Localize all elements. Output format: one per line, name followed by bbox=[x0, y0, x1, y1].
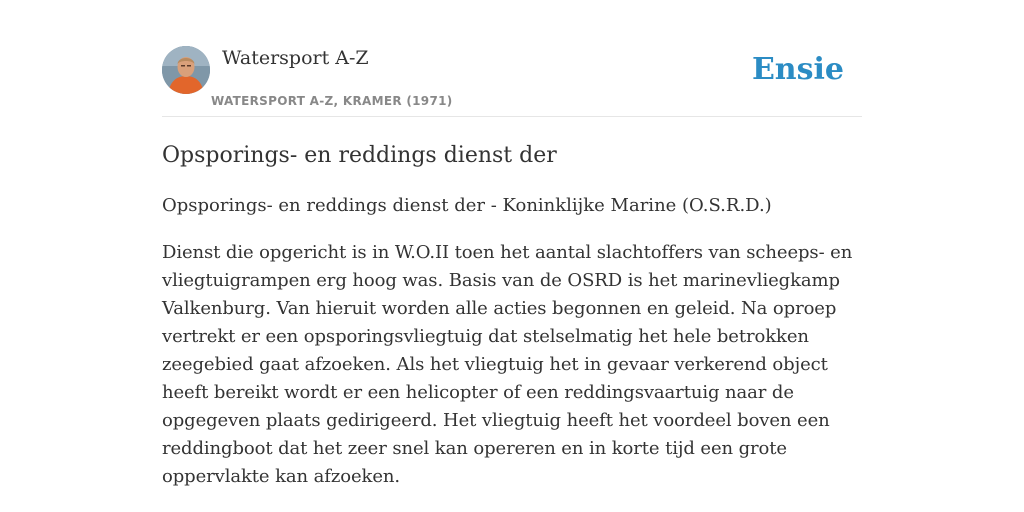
ensie-logo[interactable]: Ensie bbox=[751, 52, 844, 87]
source-title[interactable]: Watersport A-Z bbox=[222, 47, 369, 69]
entry-title: Opsporings- en reddings dienst der bbox=[162, 143, 557, 168]
entry-header bbox=[162, 46, 862, 117]
entry-subtitle: Opsporings- en reddings dienst der - Koninklijke Marine (O.S.R.D.) bbox=[162, 195, 772, 216]
entry-card bbox=[162, 46, 862, 491]
entry-body: Dienst die opgericht is in W.O.II toen het aantal slachtoffers van scheeps- en vliegtuigrampen erg hoog was. Basis van de OSRD is het marinevliegkamp Valkenburg. Van hieruit worden alle acties begonnen en geleid. Na oproep vertrekt er een opsporingsvliegtuig dat stelselmatig het hele betrokken zeegebied gaat afzoeken. Als het vliegtuig het in gevaar verkerend object heeft bereikt wordt er een helicopter of een reddingsvaartuig naar de opgegeven plaats gedirigeerd. Het vliegtuig heeft het voordeel boven een reddingboot dat het zeer snel kan opereren en in korte tijd een grote oppervlakte kan afzoeken. bbox=[162, 242, 853, 487]
person-avatar-icon[interactable] bbox=[162, 46, 210, 94]
avatar-image bbox=[162, 46, 210, 94]
source-meta: WATERSPORT A-Z, KRAMER (1971) bbox=[211, 94, 453, 108]
